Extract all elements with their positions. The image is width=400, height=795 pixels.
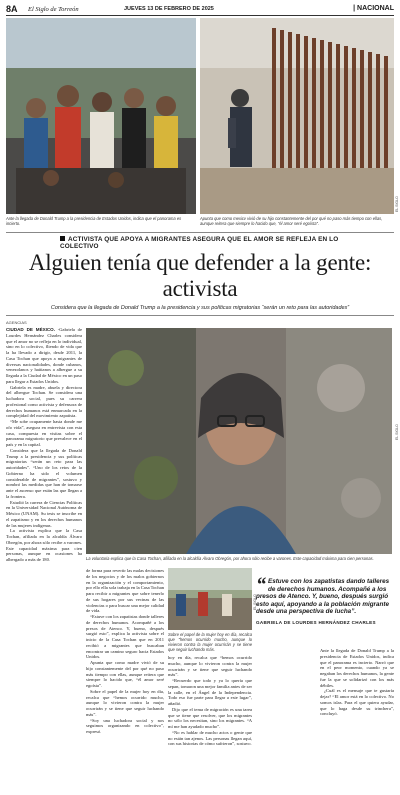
article-column-3 bbox=[168, 568, 252, 789]
article-paragraph: Gabriela es madre, abuela y directora del albergue Tochan. Se considera una luchadora social, pues su carrera profesional como activista y defensora de derechos humanos está enmarcada en la complejidad del movimiento zapatista. bbox=[6, 384, 82, 419]
dateline: CIUDAD DE MÉXICO. bbox=[6, 327, 55, 332]
quote-mark-icon: “ bbox=[256, 574, 266, 596]
article-paragraph: Ante la llegada de Donald Trump a la presidencia de Estados Unidos, indica que el panorama es incierto. Narró que en el peor momento, cuando ya se negaban los derechos humanos, la gente fue la que se solidarizó con los más débiles. bbox=[320, 648, 394, 688]
article-paragraph: La activista explica que la Casa Tochan, afiliada en la alcaldía Álvaro Obregón, por ahora sólo recibe a varones. Este capacidad máxima para cien personas, aunque en ocasiones ha albergado a más de 180. bbox=[6, 528, 82, 562]
square-bullet-icon bbox=[60, 236, 65, 241]
headline: Alguien tenía que defender a la gente: activista bbox=[28, 250, 372, 301]
caption-top-left: Ante la llegada de Donald Trump a la presidencia de Estados Unidos, indica que el panorama es incierto. bbox=[6, 216, 182, 226]
article-paragraph: Considera que la llegada de Donald Trump a la presidencia y sus políticas migratorias “serán un reto para las autoridades”. “Uno de los retos de la Gobierno ha sido el volumen considerable de migrantes”, sostuvo y nombró las medidas que han de tomarse ante el ascenso que están las que llegan a la frontera. bbox=[6, 447, 82, 499]
article-paragraph: Apunta que como madre vivió de su hijo constantemente del por qué no paso más tiempo con ellas, aunque reitera que siempre lo hacido que, “él amor seré egoísta”. bbox=[86, 660, 164, 688]
divider-subhead bbox=[6, 315, 394, 316]
pull-quote-text: Estuve con los zapatistas dando talleres de derechos humanos. Acompañé a los presos de Atenco. Y, bueno, después surgió esto aquí, apoyando a la población migrante desde una perspectiva de lucha”. bbox=[256, 578, 390, 616]
caption-middle: La voluntaria explica que la Casa Tochan, afiliada en la alcaldía Álvaro Obregón, por ahora sólo recibe a varones. Este capacidad máxima para cien personas. bbox=[86, 556, 374, 561]
paper-name: El Siglo de Torreón bbox=[28, 6, 79, 13]
article-paragraph: “Me sobe ocupamente hasta donde me ofo vida”, asegura en entrevista con esta casa, compuesta en visitas sobre el panorama migratorio que prevalece en el país y en la capital. bbox=[6, 419, 82, 447]
article-paragraph: CIUDAD DE MÉXICO. -Gabriela de Lourdes Hernández Charles considera que el amor no se refleja en lo individual, sino en lo colectivo, fliendo de vida que la ha llevado a dirigir, desde 2011, la Casa Tochan que apoya a migrantes de diversas nacionalidades, donde cubanos, venezolanos y haitianos a albergue a su llegada a la Ciudad de México en un paso para llegar a Estados Unidos. bbox=[6, 327, 82, 384]
section-label: | NACIONAL bbox=[353, 5, 394, 12]
article-paragraph: “No es hablar de mucho actos o gente que no están tan ajenos. Las personas llegan aquí, con sus historias de cómo sufrieron”, sostuvo. bbox=[168, 729, 252, 747]
photo-migrants-group bbox=[6, 18, 196, 214]
subhead: Considera que la llegada de Donald Trump a la presidencia y sus políticas migratorias “serán un reto para las autoridades” bbox=[50, 305, 350, 311]
pull-quote bbox=[256, 574, 394, 627]
caption-lower: Sobre el papel de la mujer hoy en día, recalca que “hemos ocurrido mucho, aunque lo vivieron contra la mujer ocurrirán y se tiene que seguir luchando más. bbox=[168, 632, 252, 652]
article-paragraph: ¿Cuál es el mensaje que te gustaría dejar? “El amor está en lo colectivo. No somos islas. Para el que quiera ayudar, que lo haga desde su trinchera”, concluyó. bbox=[320, 688, 394, 717]
article-column-2 bbox=[86, 568, 164, 789]
photo-credit-middle: EL SIGLO bbox=[395, 424, 399, 440]
article-paragraph: “Estuve con los zapatistas donde talleres de derechos humanos. Acompañé a los presos de Atenco. Y, bueno, después surgió esto”, explica la activista sobre el inicio de la Casa Tochan que en 2011 recibió a migrantes que buscaban encontrar un camino seguro hacia Estados Unidos. bbox=[86, 614, 164, 660]
article-paragraph: hoy en día, recalca que “hemos ocurrido mucho, aunque lo vivieron contra la mujer ocurrirán y se tiene que seguir luchando más”. bbox=[168, 655, 252, 678]
photo-credit-top: EL SIGLO bbox=[395, 196, 399, 212]
page-number: 8A bbox=[6, 4, 18, 14]
photo-activist-portrait bbox=[86, 328, 392, 554]
article-paragraph: “Soy una luchadora social y nos seguimos organizando en colectivo”, expresó. bbox=[86, 717, 164, 734]
caption-top-right: Apunta que como mexicv vivió de su hijo constantemente del por qué no paso más tiempo con ellas, aunque reitera que siempre lo hacido que, “él amor seré egoísta”. bbox=[200, 216, 383, 226]
photo-border-wall bbox=[200, 18, 394, 214]
article-paragraph: Estudió la carrera de Ciencias Políticas en la Universidad Nacional Autónoma de México (UNAM). Su tesis se inscribe en el zapatismo y en los derechos humanos de las mujeres indígenas. bbox=[6, 499, 82, 528]
article-column-1 bbox=[6, 327, 82, 789]
masthead bbox=[6, 4, 394, 16]
photo-credit-lower: EL SIGLO bbox=[253, 594, 257, 610]
byline: AGENCIAS bbox=[6, 320, 27, 325]
article-paragraph: “Recuerdo que todo y ya lo quería que sepan, tomaron una mejor familia antes de ser la calle, en el Ángel de la Independencia. Todo eso fue parte para llegar a este lugar”, añadió. bbox=[168, 678, 252, 706]
article-paragraph: Sobre el papel de la mujer hoy en día, recalca que “hemos ocurrido mucho, aunque lo vivieron contra la mujer ocurrirán y se tiene que seguir luchando más”. bbox=[86, 688, 164, 717]
issue-date: JUEVES 13 DE FEBRERO DE 2025 bbox=[124, 6, 214, 12]
article-column-4 bbox=[320, 648, 394, 789]
pull-quote-attribution: GABRIELA DE LOURDES HERNÁNDEZ CHARLES bbox=[256, 619, 376, 625]
divider-top bbox=[6, 232, 394, 233]
kicker bbox=[60, 236, 350, 250]
article-paragraph: Dijo que el tema de migración es una tarea que se tiene que resolver, que los migrantes no sólo los necesitan, sino los migrantes. “A mí me han ayudado mucho”. bbox=[168, 706, 252, 729]
article-paragraph: de forma para revertir las malas decisiones de los negocios y de los malos gobiernos en la organización y el comportamiento, por ello ella sola trabaja en la Casa Tochan para recibir a migrantes que sobre tenerlo de sus hogares por sus vecinas de las violencias o para buscar una mejor calidad de vida. bbox=[86, 568, 164, 614]
kicker-text: ACTIVISTA QUE APOYA A MIGRANTES ASEGURA QUE EL AMOR SE REFLEJA EN LO COLECTIVO bbox=[60, 236, 339, 250]
photo-shelter-courtyard-image bbox=[168, 568, 252, 630]
